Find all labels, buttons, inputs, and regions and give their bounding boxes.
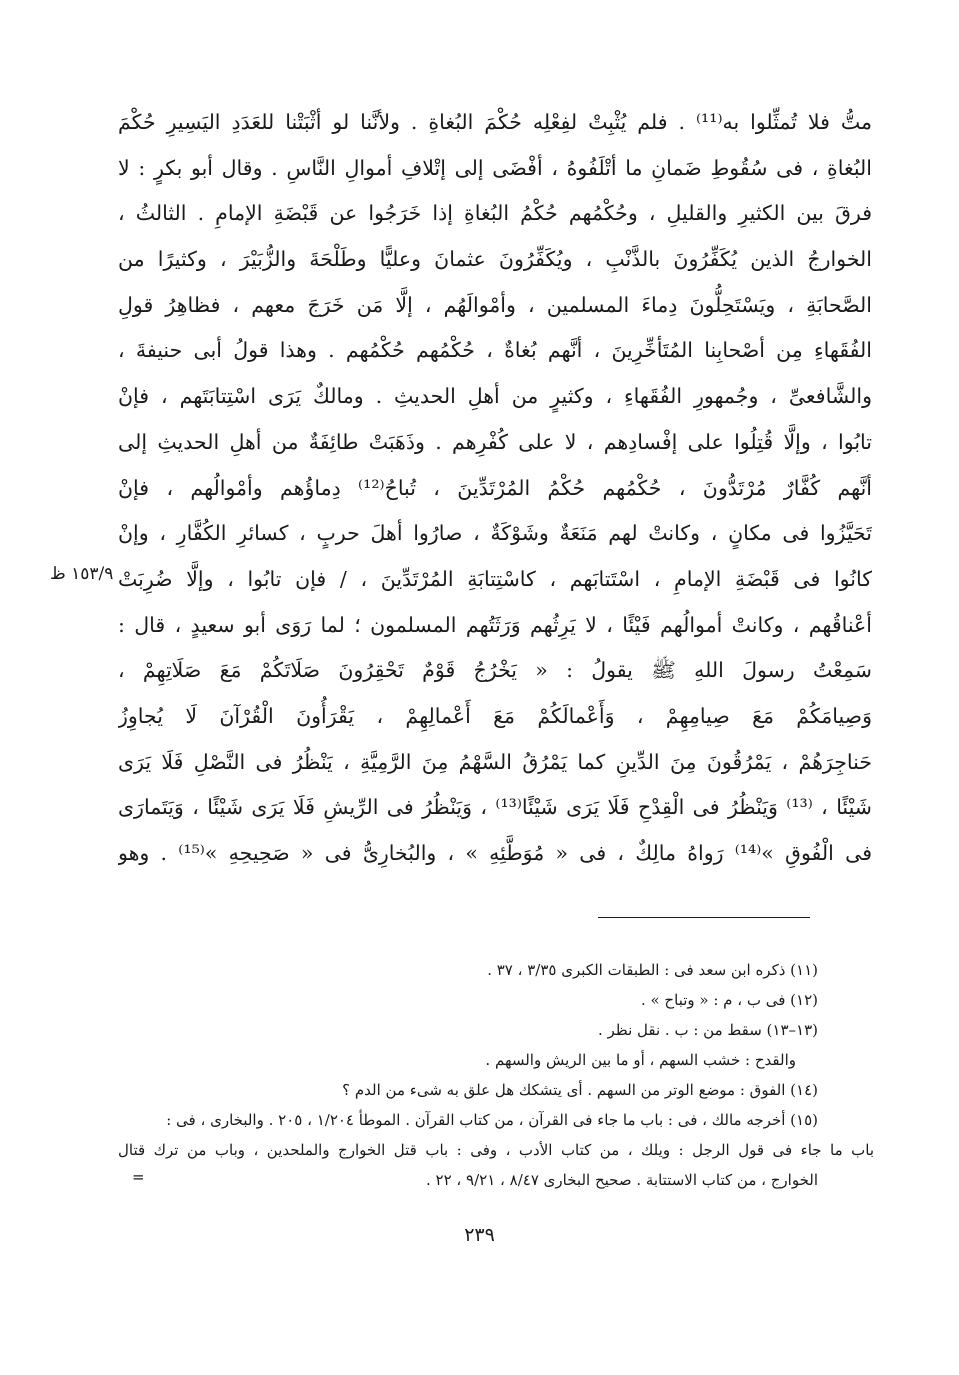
main-text-line: وَصِيامَكُمْ مَعَ صِيامِهِمْ ، وَأَعْمالَكُمْ مَعَ أَعْمالِهِمْ ، يَقْرَأُونَ الْقُرْآنَ لَا يُجاوِزُ [118, 703, 872, 728]
main-text-line: الصَّحابَةِ ، ويَسْتَحِلُّونَ دِماءَ المسلمين ، وأمْوالَهُم ، إلَّا مَن خَرَجَ معهم ، فظاهِرُ قولِ [118, 292, 872, 317]
footnote-line: (١٥) أخرجه مالك ، فى : باب ما جاء فى القرآن ، من كتاب القرآن . الموطأ ١/٢٠٤ ، ٢٠٥ . والبخارى ، فى : [166, 1111, 818, 1129]
main-text-line: أعْناقُهم ، وكانتْ أموالُهم فَيْئًا ، لا يَرِثُهم وَرَثَتُهم المسلمون ؛ لما رَوَى أبو سعيدٍ ، قال : [118, 612, 872, 637]
main-text-line: أنَّهم كُفَّارٌ مُرْتَدُّونَ ، حُكْمُهم حُكْمُ المُرْتَدِّينَ ، تُباحُ⁽¹²⁾ دِماؤُهم وأمْوالُهم ، فإنْ [118, 475, 872, 500]
footnote-line: (١٤) الفوق : موضع الوتر من السهم . أى يتشكك هل علق به شىء من الدم ؟ [342, 1081, 818, 1099]
main-text-line: شَيْئًا ، ⁽¹³⁾ وَيَنْظُرُ فى الْقِدْحِ فَلَا يَرَى شَيْئًا⁽¹³⁾ ، وَيَنْظُرُ فى الرِّيشِ فَلَا يَرَى شَيْئًا ، وَيَتَمارَى [118, 795, 872, 820]
main-text-line: كانُوا فى قَبْضَةِ الإمامِ ، اسْتَتابَهم ، كاسْتِتابَةِ المُرْتَدِّينَ ، / فإن تابُوا ، وإلَّا ضُرِبَتْ [118, 566, 872, 591]
main-text-line: فى الْفُوقِ »⁽¹⁴⁾ رَواهُ مالِكٌ ، فى « مُوَطَّئِهِ » ، والبُخارِىُّ فى « صَحِيحِهِ »⁽¹⁵⁾ . وهو [118, 841, 872, 865]
continuation-mark: = [132, 1168, 145, 1186]
main-text-line: حَناجِرَهُمْ ، يَمْرُقُونَ مِنَ الدِّينِ كما يَمْرُقُ السَّهْمُ مِنَ الرَّمِيَّةِ ، يَنْظُرُ فى النَّصْلِ فَلَا يَرَى [118, 749, 872, 774]
main-text-line: تَحَيَّزُوا فى مكانٍ ، وكانتْ لهم مَنَعَةٌ وشَوْكَةٌ ، صارُوا أهلَ حربٍ ، كسائرِ الكُفَّارِ ، وإنْ [118, 521, 872, 546]
footnote-separator-rule [598, 917, 810, 918]
main-text-line: متُّ فلا تُمثِّلوا به⁽¹¹⁾ . فلم يُثْبِتْ لفِعْلِه حُكْمَ البُغاةِ . ولأنَّنا لو أثْبَتْنا للعَدَدِ اليَسِيرِ حُكْمَ [118, 110, 872, 134]
main-text-line: البُغاةِ ، فى سُقُوطِ ضَمانِ ما أتْلَفُوهُ ، أفْضَى إلى إتْلافِ أموالِ النَّاسِ . وقال أبو بكرٍ : لا [118, 155, 872, 180]
main-text-line: والشَّافعىِّ ، وجُمهورِ الفُقَهاءِ ، وكثيرٍ من أهلِ الحديثِ . ومالكٌ يَرَى اسْتِتابَتَهم ، فإنْ [118, 384, 872, 409]
footnote-line: (١٣–١٣) سقط من : ب . نقل نظر . [597, 1021, 818, 1039]
footnote-line: والقدح : خشب السهم ، أو ما بين الريش والسهم . [485, 1051, 796, 1069]
footnote-line: (١٢) فى ب ، م : « وتباح » . [640, 991, 818, 1009]
footnote-line: باب ما جاء فى قول الرجل : ويلك ، من كتاب الأدب ، وفى : باب قتل الخوارج والملحدين ، وباب من ترك قتال [118, 1141, 874, 1159]
main-text-line: فرقَ بين الكثيرِ والقليلِ ، وحُكْمُهم حُكْمُ البُغاةِ إذا خَرَجُوا عن قَبْضَةِ الإمامِ . الثالثُ ، [118, 201, 872, 226]
main-text-block [118, 100, 872, 877]
margin-manuscript-reference: ١٥٣/٩ ظ [50, 564, 114, 584]
footnote-line: الخوارج ، من كتاب الاستتابة . صحيح البخارى ٨/٤٧ ، ٩/٢١ ، ٢٢ . [425, 1171, 818, 1189]
main-text-line: سَمِعْتُ رسولَ اللهِ ﷺ يقولُ : « يَخْرُجُ قَوْمٌ تَحْقِرُونَ صَلَاتَكُمْ مَعَ صَلَاتِهِمْ ، [118, 658, 872, 683]
footnotes-block [118, 955, 874, 1195]
main-text-line: تابُوا ، وإلَّا قُتِلُوا على إفْسادِهم ، لا على كُفْرِهم . وذَهَبَتْ طائِفَةٌ من أهلِ الحديثِ إلى [118, 429, 872, 454]
page-number: ٢٣٩ [464, 1224, 495, 1246]
main-text-line: الخوارجُ الذين يُكَفِّرُونَ بالذَّنْبِ ، ويُكَفِّرُونَ عثمانَ وعليًّا وطَلْحَةَ والزُّبَيْرَ ، وكثيرًا من [118, 247, 872, 272]
main-text-line: الفُقَهاءِ مِن أصْحابِنا المُتَأخِّرِينَ ، أنَّهم بُغاةٌ ، حُكْمُهم حُكْمُهم . وهذا قولُ أبى حنيفةَ ، [118, 338, 872, 363]
footnote-line: (١١) ذكره ابن سعد فى : الطبقات الكبرى ٣/٣٥ ، ٣٧ . [487, 961, 818, 979]
